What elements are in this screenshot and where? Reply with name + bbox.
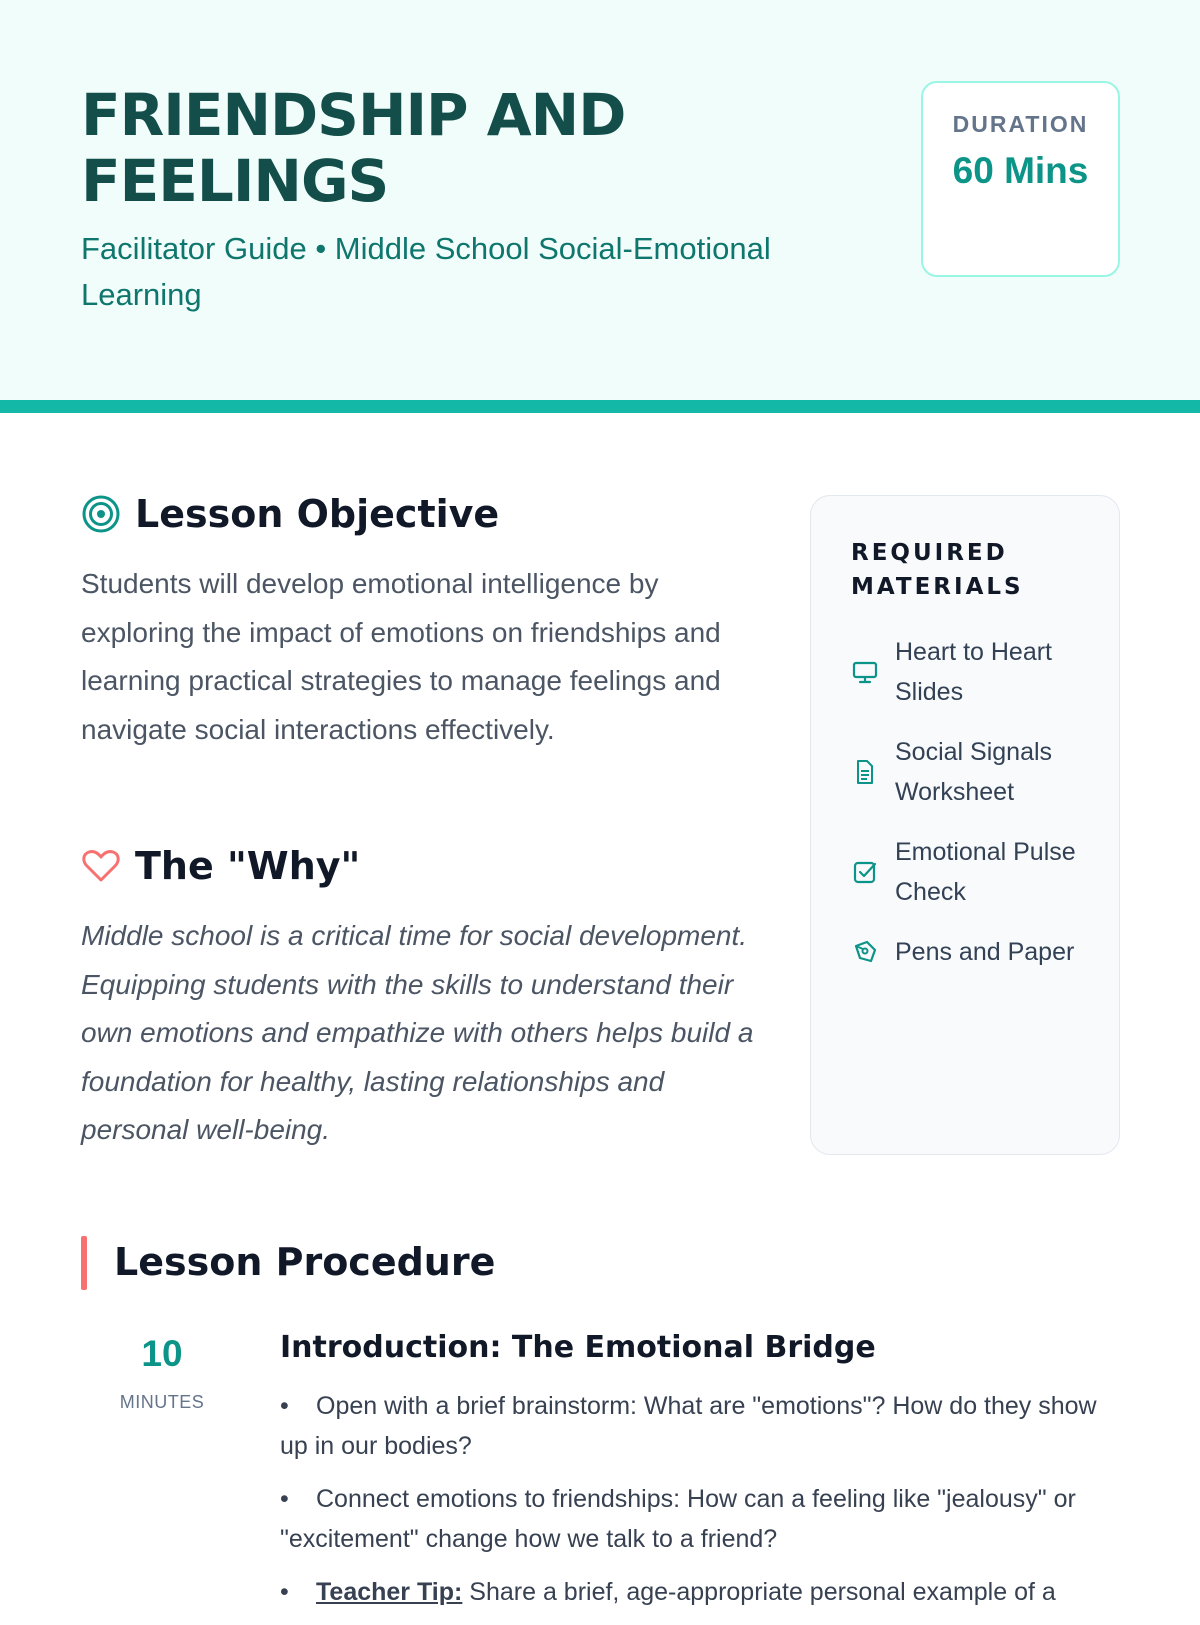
why-text: Middle school is a critical time for social development. Equipping students with the skills to understand their own emotions and empathize with others helps build a foundation for healthy, lasting relationships and personal well-being. [81,920,754,1145]
document-icon [851,758,879,786]
objective-text: Students will develop emotional intelligence by exploring the impact of emotions on friendships and learning practical strategies to manage feelings and navigate social interactions effectively. [81,568,721,745]
material-item [851,632,1095,712]
monitor-icon [851,658,879,686]
material-item [851,832,1095,912]
duration-card [921,81,1120,277]
heart-icon [81,846,121,886]
header-divider [0,400,1200,413]
why-heading [81,844,360,888]
teacher-tip-label: Teacher Tip: [316,1578,463,1606]
duration-label: DURATION [952,111,1089,137]
target-icon [81,494,121,534]
material-label: Emotional Pulse Check [895,838,1076,906]
page-title: FRIENDSHIP AND FEELINGS [81,81,626,215]
material-label: Heart to Heart Slides [895,638,1053,706]
step-minutes: 10 [141,1333,183,1374]
procedure-heading: Lesson Procedure [114,1240,496,1284]
why-heading-text: The "Why" [135,844,361,888]
step-bullet-list [280,1386,1110,1625]
checkbox-icon [851,858,879,886]
list-item: • Open with a brief brainstorm: What are "emotions"? How do they show up in our bodies? [280,1392,1097,1460]
objective-heading [81,492,499,536]
materials-title: REQUIRED MATERIALS [851,540,1024,600]
step-title: Introduction: The Emotional Bridge [280,1330,876,1365]
procedure-accent-bar [81,1236,87,1290]
material-item [851,732,1095,812]
page-subtitle: Facilitator Guide • Middle School Social-Emotional Learning [81,231,771,312]
bullet-text: Connect emotions to friendships: How can a feeling like "jealousy" or "excitement" change how we talk to a friend? [280,1485,1076,1553]
material-label: Social Signals Worksheet [895,738,1053,806]
materials-card [810,495,1120,1155]
material-item [851,932,1095,972]
material-label: Pens and Paper [895,938,1075,966]
pen-icon [851,938,879,966]
list-item: • Teacher Tip: Share a brief, age-appropriate personal example of a [280,1578,1056,1606]
step-minutes-label: MINUTES [119,1392,205,1412]
objective-heading-text: Lesson Objective [135,492,500,536]
list-item: • Connect emotions to friendships: How can a feeling like "jealousy" or "excitement" change how we talk to a friend? [280,1485,1076,1553]
duration-value: 60 Mins [952,150,1089,191]
teacher-tip-text: Share a brief, age-appropriate personal example of a [469,1578,1056,1606]
bullet-text: Open with a brief brainstorm: What are "emotions"? How do they show up in our bodies? [280,1392,1097,1460]
